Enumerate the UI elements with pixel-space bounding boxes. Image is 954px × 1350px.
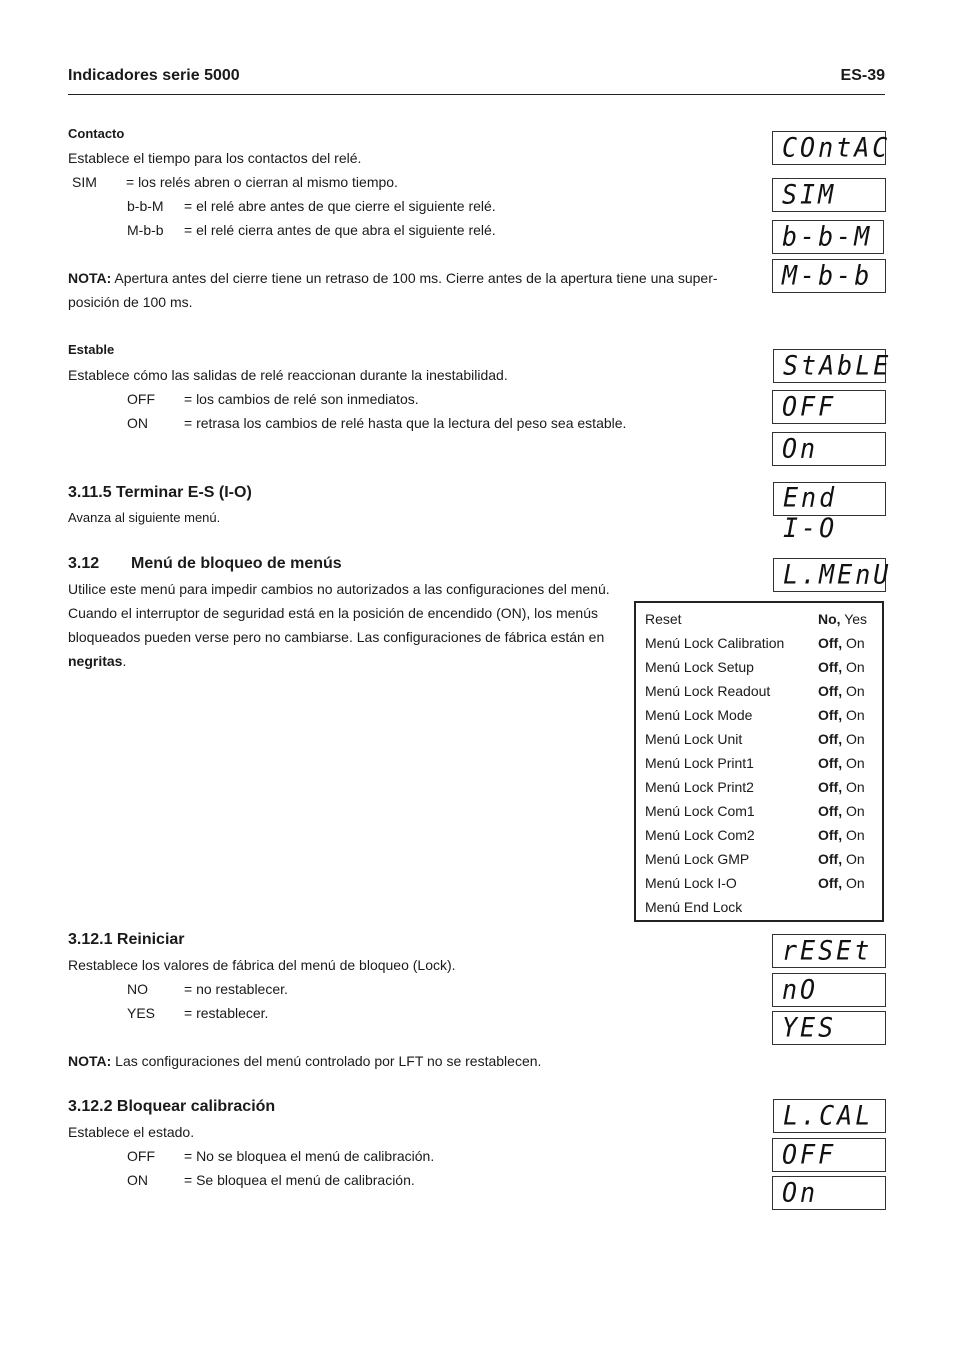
option-key: ON xyxy=(127,415,148,431)
option-desc: = restablecer. xyxy=(184,1005,269,1021)
table-row-label: Menú Lock Readout xyxy=(645,683,771,699)
option-key: OFF xyxy=(127,391,155,407)
display-reset xyxy=(772,934,886,968)
display-text: YES xyxy=(782,1012,837,1043)
table-row-value xyxy=(818,755,865,771)
section-heading-3115: 3.11.5 Terminar E-S (I-O) xyxy=(68,484,252,501)
display-text: L.CAL xyxy=(783,1100,874,1131)
note-label: NOTA: xyxy=(68,270,112,286)
table-row-value xyxy=(818,803,865,819)
table-row-label: Menú Lock Mode xyxy=(645,707,753,723)
option-desc: = los cambios de relé son inmediatos. xyxy=(184,391,419,407)
section-title-312: Menú de bloqueo de menús xyxy=(131,555,342,572)
display-text: L.MEnU xyxy=(783,559,892,590)
note-text-cont: posición de 100 ms. xyxy=(68,294,193,310)
estable-heading: Estable xyxy=(68,342,115,357)
alt-value: On xyxy=(842,803,865,819)
display-lmenu xyxy=(773,558,892,592)
default-value: Off, xyxy=(818,683,843,699)
table-row-value xyxy=(818,707,865,723)
alt-value: On xyxy=(842,851,865,867)
display-on xyxy=(772,1176,886,1210)
document-title: Indicadores serie 5000 xyxy=(68,67,240,84)
contacto-description: Establece el tiempo para los contactos del relé. xyxy=(68,150,362,166)
table-row-label: Menú Lock Print2 xyxy=(645,779,754,795)
lock-menu-table xyxy=(634,601,884,922)
display-lcal xyxy=(773,1099,886,1133)
default-value: Off, xyxy=(818,875,843,891)
default-value: Off, xyxy=(818,851,843,867)
table-row-label: Menú Lock GMP xyxy=(645,851,750,867)
option-key: NO xyxy=(127,981,148,997)
alt-value: On xyxy=(842,683,865,699)
alt-value: On xyxy=(842,635,865,651)
section-description: Establece el estado. xyxy=(68,1124,195,1140)
section-description: Avanza al siguiente menú. xyxy=(68,510,221,525)
section-heading-3122: 3.12.2 Bloquear calibración xyxy=(68,1098,276,1115)
display-off xyxy=(772,390,886,424)
alt-value: On xyxy=(842,827,865,843)
header-divider xyxy=(68,94,885,95)
option-key: ON xyxy=(127,1172,148,1188)
display-stable xyxy=(773,349,892,383)
option-desc: = no restablecer. xyxy=(184,981,288,997)
display-text: On xyxy=(782,433,819,464)
table-row-value xyxy=(818,635,865,651)
display-text: On xyxy=(782,1177,819,1208)
page-number: ES-39 xyxy=(840,67,885,84)
display-on xyxy=(772,432,886,466)
table-row-value xyxy=(818,827,865,843)
alt-value: On xyxy=(842,779,865,795)
default-value: Off, xyxy=(818,755,843,771)
option-desc: = el relé cierra antes de que abra el siguiente relé. xyxy=(184,222,496,238)
section-description: Restablece los valores de fábrica del menú de bloqueo (Lock). xyxy=(68,957,456,973)
default-value: Off, xyxy=(818,731,843,747)
paragraph-line: bloqueados pueden verse pero no cambiarse. Las configuraciones de fábrica están en xyxy=(68,629,605,645)
table-row-value xyxy=(818,851,865,867)
display-text: M-b-b xyxy=(782,260,873,291)
table-row-value xyxy=(818,779,865,795)
note-label: NOTA: xyxy=(68,1053,112,1069)
note-text: Las configuraciones del menú controlado por LFT no se restablecen. xyxy=(111,1053,542,1069)
note-text: Apertura antes del cierre tiene un retraso de 100 ms. Cierre antes de la apertura tiene una super- xyxy=(111,270,718,286)
display-mbb xyxy=(772,259,886,293)
display-end-io xyxy=(773,482,886,544)
bold-word: negritas xyxy=(68,653,123,669)
default-value: No, xyxy=(818,611,841,627)
section-number-312: 3.12 xyxy=(68,555,100,572)
contacto-note xyxy=(68,270,718,286)
reset-note xyxy=(68,1053,541,1069)
section-heading-3121: 3.12.1 Reiniciar xyxy=(68,931,185,948)
period: . xyxy=(122,653,127,669)
alt-value: On xyxy=(842,875,865,891)
alt-value: On xyxy=(842,659,865,675)
display-text: End I-O xyxy=(783,482,838,544)
table-row-label: Menú Lock Com1 xyxy=(645,803,755,819)
alt-value: On xyxy=(842,707,865,723)
display-yes xyxy=(772,1011,886,1045)
display-text: SIM xyxy=(782,179,837,210)
table-row-label: Menú Lock Com2 xyxy=(645,827,755,843)
display-text: b-b-M xyxy=(782,221,873,252)
display-no xyxy=(772,973,886,1007)
table-row-label: Menú Lock Unit xyxy=(645,731,743,747)
estable-description: Establece cómo las salidas de relé reaccionan durante la inestabilidad. xyxy=(68,367,508,383)
display-sim xyxy=(772,178,886,212)
option-key: YES xyxy=(127,1005,156,1021)
option-desc: = el relé abre antes de que cierre el siguiente relé. xyxy=(184,198,496,214)
option-desc: = No se bloquea el menú de calibración. xyxy=(184,1148,435,1164)
option-key: SIM xyxy=(72,174,97,190)
table-row-value xyxy=(818,731,865,747)
option-desc: = los relés abren o cierran al mismo tiempo. xyxy=(126,174,398,190)
default-value: Off, xyxy=(818,827,843,843)
alt-value: On xyxy=(842,731,865,747)
display-text: OFF xyxy=(782,1139,837,1170)
table-row-value xyxy=(818,659,865,675)
option-key: M-b-b xyxy=(127,222,164,238)
display-text: OFF xyxy=(782,391,837,422)
table-row-value xyxy=(818,875,865,891)
display-text: nO xyxy=(782,974,819,1005)
table-row-label: Menú Lock I-O xyxy=(645,875,737,891)
display-contac xyxy=(772,131,891,165)
option-desc: = retrasa los cambios de relé hasta que la lectura del peso sea estable. xyxy=(184,415,627,431)
table-row-label: Reset xyxy=(645,611,682,627)
display-bbm xyxy=(772,220,884,254)
display-off xyxy=(772,1138,886,1172)
default-value: Off, xyxy=(818,707,843,723)
table-row-value xyxy=(818,683,865,699)
table-row-label: Menú Lock Calibration xyxy=(645,635,785,651)
table-row-label: Menú End Lock xyxy=(645,899,743,915)
alt-value: On xyxy=(842,755,865,771)
table-row-value xyxy=(818,611,867,627)
default-value: Off, xyxy=(818,635,843,651)
option-key: b-b-M xyxy=(127,198,164,214)
default-value: Off, xyxy=(818,803,843,819)
default-value: Off, xyxy=(818,659,843,675)
alt-value: Yes xyxy=(840,611,868,627)
contacto-heading: Contacto xyxy=(68,126,125,141)
display-text: COntAC xyxy=(782,132,891,163)
paragraph-line xyxy=(68,653,126,669)
display-text: rESEt xyxy=(782,935,873,966)
table-row-label: Menú Lock Print1 xyxy=(645,755,754,771)
default-value: Off, xyxy=(818,779,843,795)
table-row-label: Menú Lock Setup xyxy=(645,659,754,675)
paragraph-line: Utilice este menú para impedir cambios no autorizados a las configuraciones del menú. xyxy=(68,581,610,597)
paragraph-line: Cuando el interruptor de seguridad está en la posición de encendido (ON), los menús xyxy=(68,605,598,621)
option-desc: = Se bloquea el menú de calibración. xyxy=(184,1172,415,1188)
option-key: OFF xyxy=(127,1148,155,1164)
display-text: StAbLE xyxy=(783,350,892,381)
